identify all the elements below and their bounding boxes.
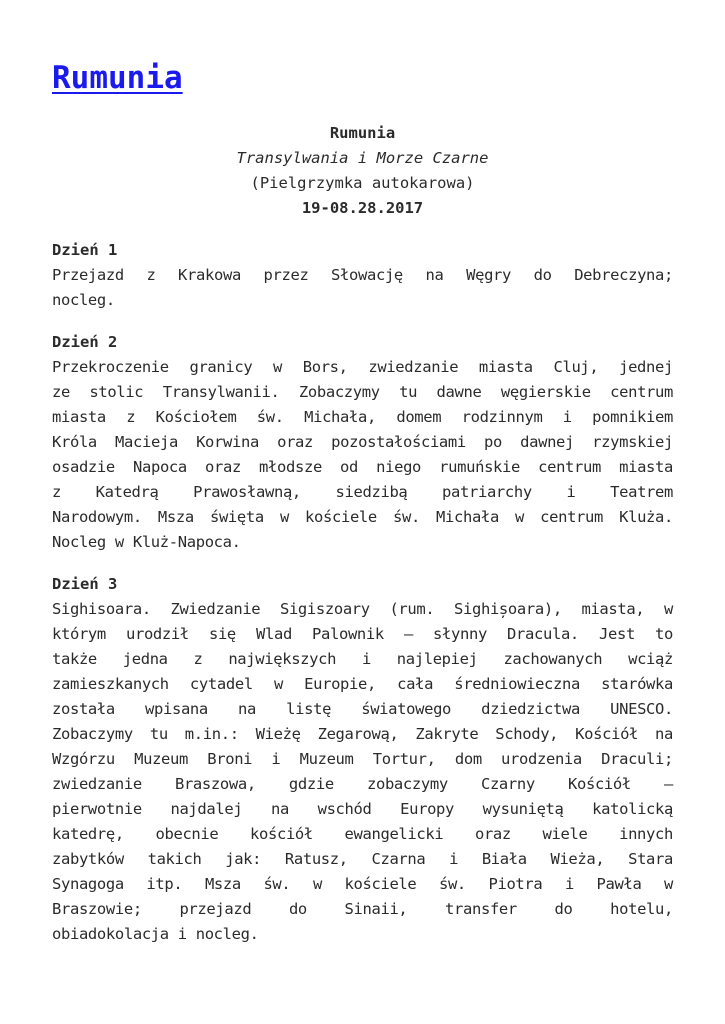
text-line: Króla Macieja Korwina oraz pozostałościami po dawnej rzymskiej [52,433,673,451]
text-line: obiadokolacja i nocleg. [52,925,259,943]
text-line: Narodowym. Msza święta w kościele św. Michała w centrum Kluża. [52,508,673,526]
day-text [52,597,673,947]
text-line: nocleg. [52,291,115,309]
text-line: zamieszkanych cytadel w Europie, cała średniowieczna starówka [52,675,673,693]
day-1-section [52,238,673,313]
text-line: zabytków takich jak: Ratusz, Czarna i Biała Wieża, Stara [52,850,673,868]
day-text [52,263,673,313]
text-line: osadzie Napoca oraz młodsze od niego rumuńskie centrum miasta [52,458,673,476]
text-line: Sighisoara. Zwiedzanie Sigiszoary (rum. Sighișoara), miasta, w [52,600,673,618]
day-heading: Dzień 2 [52,333,118,351]
text-line: miasta z Kościołem św. Michała, domem rodzinnym i pomnikiem [52,408,673,426]
day-heading: Dzień 1 [52,241,118,259]
trip-country: Rumunia [329,124,396,142]
trip-type: (Pielgrzymka autokarowa) [250,174,475,192]
text-line: także jedna z największych i najlepiej zachowanych wciąż [52,650,673,668]
day-text [52,355,673,555]
trip-header [52,121,673,221]
text-line: ze stolic Transylwanii. Zobaczymy tu dawne węgierskie centrum [52,383,673,401]
day-heading: Dzień 3 [52,575,118,593]
text-line: Nocleg w Kluż-Napoca. [52,533,241,551]
page-title-link[interactable]: Rumunia [52,60,183,96]
text-line: Braszowie; przejazd do Sinaii, transfer do hotelu, [52,900,673,918]
text-line: pierwotnie najdalej na wschód Europy wysuniętą katolicką [52,800,673,818]
text-line: Przekroczenie granicy w Bors, zwiedzanie miasta Cluj, jednej [52,358,673,376]
text-line: Zobaczymy tu m.in.: Wieżę Zegarową, Zakryte Schody, Kościół na [52,725,673,743]
document-page [52,58,673,947]
day-3-section [52,572,673,947]
trip-dates: 19-08.28.2017 [301,199,424,217]
text-line: którym urodził się Wlad Palownik – słynny Dracula. Jest to [52,625,673,643]
day-2-section [52,330,673,555]
text-line: Przejazd z Krakowa przez Słowację na Węgry do Debreczyna; [52,266,673,284]
text-line: z Katedrą Prawosławną, siedzibą patriarchy i Teatrem [52,483,673,501]
trip-subtitle: Transylwania i Morze Czarne [236,149,489,167]
text-line: Synagoga itp. Msza św. w kościele św. Piotra i Pawła w [52,875,673,893]
text-line: została wpisana na listę światowego dziedzictwa UNESCO. [52,700,673,718]
text-line: katedrę, obecnie kościół ewangelicki oraz wiele innych [52,825,673,843]
text-line: zwiedzanie Braszowa, gdzie zobaczymy Czarny Kościół – [52,775,673,793]
text-line: Wzgórzu Muzeum Broni i Muzeum Tortur, dom urodzenia Draculi; [52,750,673,768]
